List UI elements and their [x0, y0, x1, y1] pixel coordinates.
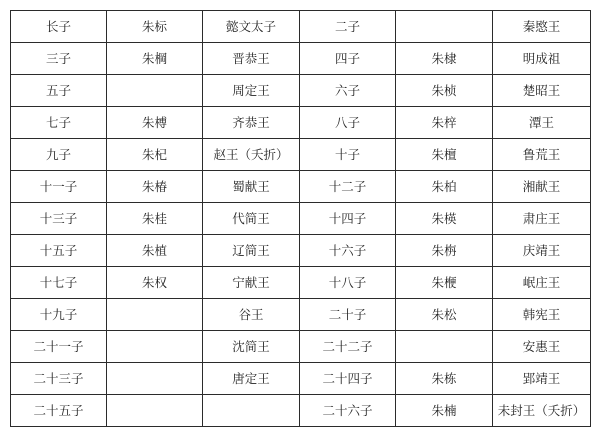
- birth-order-cell: 十子: [300, 139, 396, 171]
- birth-order-cell: 三子: [11, 43, 107, 75]
- prince-name-cell: [107, 75, 203, 107]
- title-cell: 代简王: [203, 203, 300, 235]
- prince-name-cell: [107, 331, 203, 363]
- title-cell: 楚昭王: [493, 75, 591, 107]
- table-row: [11, 331, 591, 363]
- title-cell: 周定王: [203, 75, 300, 107]
- title-cell: 齐恭王: [203, 107, 300, 139]
- birth-order-cell: 四子: [300, 43, 396, 75]
- prince-name-cell: 朱楠: [396, 395, 493, 427]
- table-row: [11, 43, 591, 75]
- title-cell: 蜀献王: [203, 171, 300, 203]
- table-row: [11, 107, 591, 139]
- prince-name-cell: [396, 331, 493, 363]
- birth-order-cell: 五子: [11, 75, 107, 107]
- prince-name-cell: 朱栴: [396, 235, 493, 267]
- table-row: [11, 267, 591, 299]
- title-cell: 未封王（夭折）: [493, 395, 591, 427]
- title-cell: 唐定王: [203, 363, 300, 395]
- prince-name-cell: 朱杞: [107, 139, 203, 171]
- birth-order-cell: 七子: [11, 107, 107, 139]
- table-row: [11, 395, 591, 427]
- prince-name-cell: [107, 299, 203, 331]
- prince-name-cell: 朱楧: [396, 203, 493, 235]
- prince-name-cell: 朱楩: [396, 267, 493, 299]
- table-row: [11, 203, 591, 235]
- birth-order-cell: 二十子: [300, 299, 396, 331]
- title-cell: [203, 395, 300, 427]
- birth-order-cell: 十五子: [11, 235, 107, 267]
- prince-name-cell: [107, 363, 203, 395]
- prince-name-cell: 朱柏: [396, 171, 493, 203]
- prince-name-cell: 朱梓: [396, 107, 493, 139]
- birth-order-cell: 长子: [11, 11, 107, 43]
- title-cell: 湘献王: [493, 171, 591, 203]
- prince-name-cell: 朱植: [107, 235, 203, 267]
- birth-order-cell: 十六子: [300, 235, 396, 267]
- prince-name-cell: 朱棡: [107, 43, 203, 75]
- title-cell: 懿文太子: [203, 11, 300, 43]
- birth-order-cell: 六子: [300, 75, 396, 107]
- title-cell: 秦愍王: [493, 11, 591, 43]
- title-cell: 潭王: [493, 107, 591, 139]
- birth-order-cell: 二子: [300, 11, 396, 43]
- title-cell: 宁献王: [203, 267, 300, 299]
- title-cell: 岷庄王: [493, 267, 591, 299]
- table-row: [11, 11, 591, 43]
- table-row: [11, 139, 591, 171]
- prince-name-cell: 朱桂: [107, 203, 203, 235]
- title-cell: 沈简王: [203, 331, 300, 363]
- birth-order-cell: 二十一子: [11, 331, 107, 363]
- birth-order-cell: 二十四子: [300, 363, 396, 395]
- prince-name-cell: [107, 395, 203, 427]
- birth-order-cell: 二十五子: [11, 395, 107, 427]
- table-row: [11, 75, 591, 107]
- birth-order-cell: 十八子: [300, 267, 396, 299]
- title-cell: 韩宪王: [493, 299, 591, 331]
- prince-name-cell: 朱桢: [396, 75, 493, 107]
- birth-order-cell: 二十二子: [300, 331, 396, 363]
- title-cell: 安惠王: [493, 331, 591, 363]
- prince-name-cell: 朱榑: [107, 107, 203, 139]
- table-body: [11, 11, 591, 427]
- birth-order-cell: 十九子: [11, 299, 107, 331]
- birth-order-cell: 十四子: [300, 203, 396, 235]
- birth-order-cell: 十一子: [11, 171, 107, 203]
- title-cell: 赵王（夭折）: [203, 139, 300, 171]
- table-row: [11, 299, 591, 331]
- birth-order-cell: 十三子: [11, 203, 107, 235]
- birth-order-cell: 十七子: [11, 267, 107, 299]
- title-cell: 晋恭王: [203, 43, 300, 75]
- prince-name-cell: [396, 11, 493, 43]
- prince-name-cell: 朱檀: [396, 139, 493, 171]
- birth-order-cell: 十二子: [300, 171, 396, 203]
- birth-order-cell: 二十六子: [300, 395, 396, 427]
- birth-order-cell: 八子: [300, 107, 396, 139]
- prince-name-cell: 朱棣: [396, 43, 493, 75]
- prince-name-cell: 朱标: [107, 11, 203, 43]
- title-cell: 鲁荒王: [493, 139, 591, 171]
- prince-name-cell: 朱椿: [107, 171, 203, 203]
- prince-name-cell: 朱栋: [396, 363, 493, 395]
- title-cell: 肃庄王: [493, 203, 591, 235]
- table-row: [11, 363, 591, 395]
- table-row: [11, 235, 591, 267]
- table-row: [11, 171, 591, 203]
- title-cell: 明成祖: [493, 43, 591, 75]
- prince-name-cell: 朱权: [107, 267, 203, 299]
- birth-order-cell: 九子: [11, 139, 107, 171]
- title-cell: 郢靖王: [493, 363, 591, 395]
- title-cell: 辽简王: [203, 235, 300, 267]
- prince-name-cell: 朱松: [396, 299, 493, 331]
- title-cell: 谷王: [203, 299, 300, 331]
- title-cell: 庆靖王: [493, 235, 591, 267]
- birth-order-cell: 二十三子: [11, 363, 107, 395]
- sons-table: [10, 10, 591, 427]
